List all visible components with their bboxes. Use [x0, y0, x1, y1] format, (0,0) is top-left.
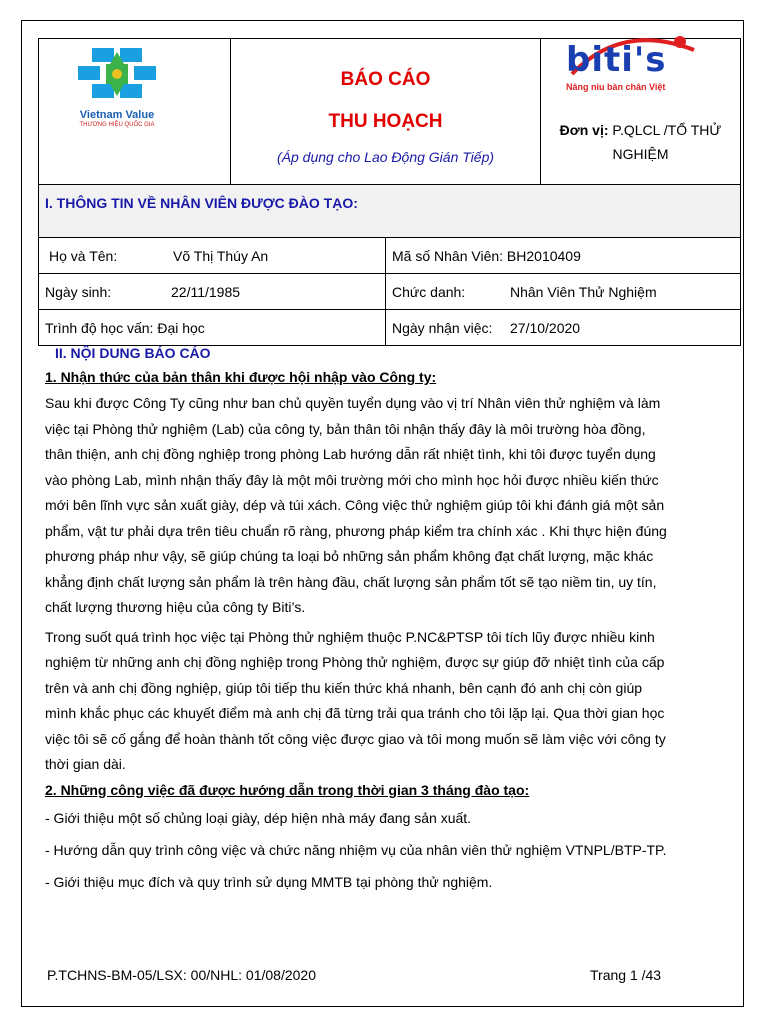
para1-line: phẩm, vật tư phải dựa trên tiêu chuẩn rõ ràng, phương pháp kiểm tra chính xác . Khi thực hiện đúng [45, 522, 667, 539]
edu-cell [39, 310, 386, 346]
para2-line: trên và anh chị đồng nghiệp, giúp tôi tiếp thu kiến thức khá nhanh, bên cạnh đó anh chị còn giúp [45, 679, 643, 696]
para1-line: Sau khi được Công Ty cũng như ban chủ quyền tuyển dụng vào vị trí Nhân viên thử nghiệm và làm [45, 395, 661, 411]
unit-value-line1: P.QLCL /TỔ THỬ [612, 121, 722, 138]
para1-line: chất lượng thương hiệu của công ty Biti’s. [45, 599, 306, 615]
start-value: 27/10/2020 [510, 319, 581, 336]
name-label: Họ và Tên: [49, 247, 118, 264]
report-title-line2: THU HOẠCH [328, 110, 443, 132]
edu-label: Trình độ học vấn: [45, 319, 154, 336]
unit-info [541, 118, 740, 166]
dob-value: 22/11/1985 [171, 283, 241, 300]
footer-page-number: Trang 1 /43 [590, 967, 662, 983]
start-label: Ngày nhận việc: [392, 319, 493, 336]
section1-header [39, 185, 741, 238]
para2-line: mình khắc phục các khuyết điểm mà anh chị đã từng trải qua tránh cho tôi lặp lại. Qua thời gian học [45, 705, 665, 721]
section2-heading2: 2. Những công việc đã được hướng dẫn trong thời gian 3 tháng đào tạo: [45, 781, 530, 798]
report-title-line1: BÁO CÁO [340, 68, 431, 90]
section2-paragraph2 [45, 625, 735, 778]
id-cell [386, 238, 741, 274]
dob-label: Ngày sinh: [45, 283, 112, 300]
unit-label: Đơn vị: [559, 121, 609, 138]
para2-line: việc tôi sẽ cố gắng để hoàn thành tốt công việc được giao và tôi mong muốn sẽ làm việc với công ty [45, 730, 666, 747]
report-body [45, 345, 735, 904]
para1-line: phương pháp như vậy, sẽ giúp chúng ta loại bỏ những sản phẩm không đạt chất lượng, mặc khác [45, 548, 654, 564]
vietnam-value-subtext: THƯƠNG HIỆU QUỐC GIA [79, 122, 155, 128]
bitis-slogan: Nâng niu bàn chân Việt [566, 82, 666, 92]
para2-line: Trong suốt quá trình học việc tại Phòng thử nghiệm thuộc P.NC&PTSP tôi tích lũy được nhiều kinh [45, 628, 655, 645]
position-label: Chức danh: [392, 283, 466, 300]
name-cell [39, 238, 386, 274]
title-cell [231, 39, 541, 185]
dob-cell [39, 274, 386, 310]
para1-line: vào phòng Lab, mình nhận thấy đây là một môi trường mới cho mình học hỏi được nhiều kiến thức [45, 471, 659, 488]
para1-line: việc tại Phòng thử nghiệm (Lab) của công ty, bản thân tôi nhận thấy đây là môi trường hòa đồng, [45, 420, 646, 437]
list-item: - Giới thiệu một số chủng loại giày, dép hiện nhà máy đang sản xuất. [45, 809, 472, 826]
position-cell [386, 274, 741, 310]
list-item: - Hướng dẫn quy trình công việc và chức năng nhiệm vụ của nhân viên thử nghiệm VTNPL/BTP-TP. [45, 841, 667, 858]
position-value: Nhân Viên Thử Nghiệm [510, 283, 657, 300]
vietnam-value-emblem-icon [72, 46, 162, 102]
para2-line: nghiệm từ những anh chị đồng nghiệp trong Phòng thử nghiệm, được sự giúp đỡ nhiệt tình của cấp [45, 654, 665, 670]
name-value: Võ Thị Thúy An [173, 247, 269, 264]
unit-value-line2: NGHIỆM [612, 145, 669, 162]
edu-value: Đại học [157, 319, 205, 336]
section2-paragraph1 [45, 391, 735, 621]
para2-line: thời gian dài. [45, 756, 126, 772]
list-item: - Giới thiệu mục đích và quy trình sử dụng MMTB tại phòng thử nghiệm. [45, 873, 493, 890]
bitis-brand-text: biti's [566, 40, 667, 80]
report-subtitle: (Áp dụng cho Lao Động Gián Tiếp) [277, 148, 495, 165]
id-label: Mã số Nhân Viên: [392, 247, 504, 264]
section2-heading1: 1. Nhận thức của bản thân khi được hội nhập vào Công ty: [45, 369, 437, 385]
para1-line: khẳng định chất lượng sản phẩm là trên hàng đầu, chất lượng sản phẩm tốt sẽ tạo niềm tin, uy tín, [45, 573, 657, 590]
start-cell [386, 310, 741, 346]
section1-title: I. THÔNG TIN VỀ NHÂN VIÊN ĐƯỢC ĐÀO TẠO: [45, 195, 358, 211]
vietnam-value-text: Vietnam Value [79, 109, 155, 121]
para1-line: mới bên lĩnh vực sản xuất giày, dép và túi xách. Công việc thử nghiệm giúp tôi khi đánh giá một sản [45, 497, 665, 513]
footer-form-code: P.TCHNS-BM-05/LSX: 00/NHL: 01/08/2020 [47, 967, 316, 983]
para1-line: thân thiện, anh chị đồng nghiệp trong phòng Lab hướng dẫn rất nhiệt tình, khi tôi được tuyển dụng [45, 446, 656, 462]
section2-title: II. NỘI DUNG BÁO CÁO [55, 345, 211, 361]
id-value: BH2010409 [506, 247, 581, 264]
bitis-logo [562, 30, 702, 98]
vietnam-value-logo [72, 46, 162, 126]
